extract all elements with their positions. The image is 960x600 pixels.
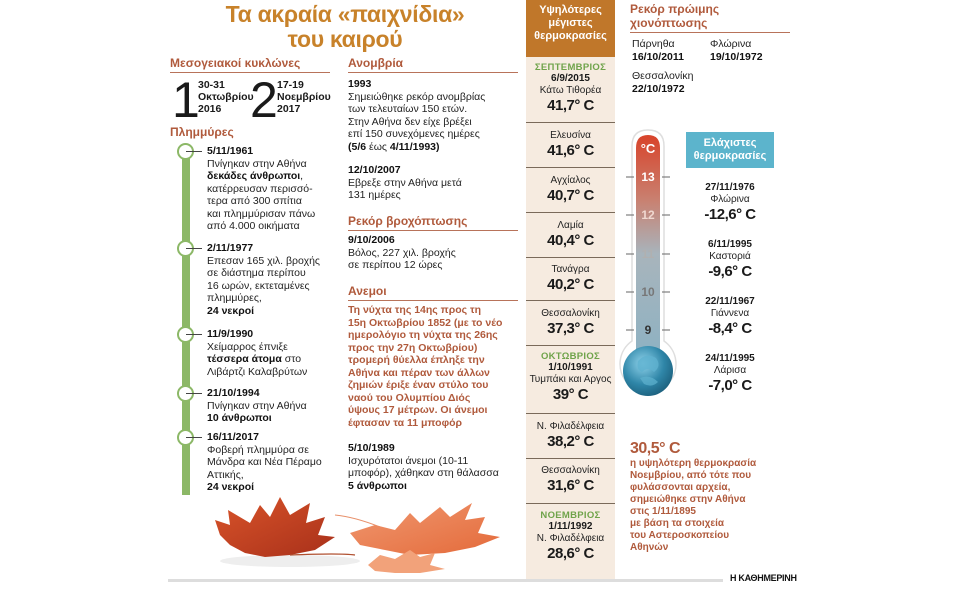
drought-text: έως: [366, 140, 390, 153]
highs-row: [526, 264, 615, 293]
note-line: με βάση τα στοιχεία: [630, 518, 725, 529]
flood-event-4: [207, 387, 332, 425]
record-place: Λαμία: [557, 220, 584, 231]
flood-event-3: [207, 328, 332, 378]
record-temp: 39° C: [552, 386, 589, 403]
month-label: ΣΕΠΤΕΜΒΡΙΟΣ: [534, 62, 607, 73]
flood-casualties: 24 νεκροί: [207, 481, 255, 493]
november-record-temp: 30,5° C: [630, 440, 681, 457]
record-date: 24/11/1995: [705, 353, 755, 364]
winds-heading: Ανεμοι: [348, 284, 518, 301]
winds-line: 15η Οκτωβρίου 1852 (με το νέο: [348, 316, 503, 329]
infographic-title: [165, 2, 525, 52]
flood-text: Λιβάρτζι Καλαβρύτων: [207, 365, 308, 378]
record-place: Γιάννενα: [710, 308, 750, 319]
flood-event-5: [207, 431, 337, 494]
thermometer-tick-11: 11: [641, 247, 655, 261]
flood-date: 2/11/1977: [207, 242, 254, 254]
winds-highlight-text: [348, 304, 526, 429]
timeline-tick: [186, 334, 202, 335]
snow-heading: [630, 2, 790, 33]
note-line: Αθηνών: [630, 542, 669, 553]
flood-text: πλημμύρες,: [207, 292, 262, 304]
drought-event-2: [348, 164, 523, 202]
highs-october-record: [526, 351, 615, 403]
flood-text: από 4.000 οικήματα: [207, 220, 300, 232]
record-temp: 40,7° C: [547, 187, 594, 204]
flood-text: και πλημμύρισαν πάνω: [207, 207, 316, 220]
winds-line: ναού του Ολυμπίου Διός: [348, 391, 471, 404]
record-temp: -8,4° C: [708, 320, 752, 337]
record-temp: 40,2° C: [547, 276, 594, 293]
flood-text: στο: [281, 353, 302, 365]
title-line-1: Τα ακραία «παιχνίδια»: [225, 1, 465, 27]
record-temp: 40,4° C: [547, 232, 594, 249]
lows-record: [686, 296, 774, 337]
record-date: 6/9/2015: [551, 73, 590, 84]
cyclone-2-year: 2017: [277, 103, 301, 115]
record-temp: 28,6° C: [547, 545, 594, 562]
drought-text: Στην Αθήνα δεν είχε βρέξει: [348, 115, 472, 128]
snow-place: Πάρνηθα: [632, 38, 675, 50]
flood-date: 11/9/1990: [207, 328, 254, 340]
rainfall-text: Βόλος, 227 χιλ. βροχής: [348, 246, 456, 259]
drought-date-start: 5/6: [351, 140, 367, 153]
highs-heading-line: θερμοκρασίες: [534, 30, 607, 42]
divider: [526, 413, 615, 414]
snow-place: Θεσσαλονίκη: [632, 70, 694, 82]
floods-heading: Πλημμύρες: [170, 125, 234, 139]
winds-line: ημερολόγιο τη νύχτα της 26ης: [348, 329, 498, 341]
record-place: Ν. Φιλαδέλφεια: [536, 421, 605, 432]
rainfall-event: [348, 234, 523, 272]
lows-record: [686, 353, 774, 394]
winds-event: [348, 442, 526, 492]
highs-row: [526, 308, 615, 337]
drought-event-1: [348, 78, 523, 153]
winds-line: τρομερή θύελλα έπληξε την: [348, 354, 485, 366]
cyclone-number-1: 1: [172, 72, 198, 128]
rainfall-text: σε περίπου 12 ώρες: [348, 259, 443, 271]
highs-row: [526, 465, 615, 494]
cyclone-1-month: Οκτωβρίου: [198, 91, 254, 103]
drought-date-end: 4/11/1993: [389, 140, 437, 153]
note-line: φυλάσσονται αρχεία,: [630, 482, 731, 493]
flood-text: ,: [300, 170, 304, 182]
lows-heading-line: Ελάχιστες: [703, 137, 757, 149]
flood-text: Φοβερή πλημμύρα σε: [207, 443, 309, 456]
highs-row: [526, 421, 615, 450]
snow-record: [632, 70, 693, 95]
timeline-tick: [186, 151, 202, 152]
record-place: Ελευσίνα: [550, 130, 591, 141]
record-date: 6/11/1995: [708, 239, 752, 250]
flood-casualties: τέσσερα άτομα: [207, 353, 282, 365]
record-temp: -7,0° C: [708, 377, 752, 394]
flood-text: Μάνδρα και Νέα Πέραμο: [207, 456, 322, 468]
divider: [526, 300, 615, 301]
cyclone-1-dates: [198, 79, 254, 115]
snow-date: 19/10/1972: [710, 50, 763, 63]
record-place: Τανάγρα: [551, 264, 590, 275]
timeline-tick: [186, 248, 202, 249]
lows-heading-line: θερμοκρασίες: [693, 150, 767, 162]
snow-place: Φλώρινα: [710, 38, 752, 50]
winds-line: Τη νύχτα της 14ης προς τη: [348, 304, 482, 316]
cyclone-number-2: 2: [250, 72, 276, 128]
record-place: Θεσσαλονίκη: [541, 308, 600, 319]
drought-date: 1993: [348, 78, 372, 90]
record-place: Φλώρινα: [710, 194, 750, 205]
record-temp: -9,6° C: [708, 263, 752, 280]
flood-event-1: [207, 145, 332, 233]
highs-heading-line: Υψηλότερες: [539, 4, 602, 16]
flood-text: Χείμαρρος έπνιξε: [207, 340, 288, 353]
snow-record: [710, 38, 763, 63]
highs-heading: [526, 0, 615, 57]
winds-casualties: 5 άνθρωποι: [348, 479, 407, 492]
note-line: σημειώθηκε στην Αθήνα: [630, 494, 746, 505]
record-place: Τυμπάκι και Αργος: [529, 374, 612, 385]
snow-heading-line: Ρεκόρ πρώιμης: [630, 2, 720, 16]
divider: [526, 167, 615, 168]
winds-line: έφτασαν τα 11 μποφόρ: [348, 416, 462, 429]
divider: [526, 345, 615, 346]
record-temp: 38,2° C: [547, 433, 594, 450]
cyclone-2-days: 17-19: [277, 79, 304, 91]
title-line-2: του καιρού: [287, 26, 403, 52]
winds-line: προς την 27η Οκτωβρίου): [348, 341, 478, 354]
flood-date: 21/10/1994: [207, 387, 260, 399]
cyclone-2-month: Νοεμβρίου: [277, 91, 331, 103]
thermometer-tick-9: 9: [644, 323, 652, 337]
lows-record: [686, 239, 774, 280]
drought-date: 12/10/2007: [348, 164, 401, 176]
record-date: 1/11/1992: [548, 521, 593, 532]
timeline-tick: [186, 437, 202, 438]
winds-date: 5/10/1989: [348, 442, 395, 454]
drought-text: (: [348, 140, 352, 153]
record-date: 22/11/1967: [705, 296, 755, 307]
thermometer-tick-12: 12: [641, 208, 655, 222]
flood-text: Αττικής,: [207, 468, 244, 481]
divider: [526, 212, 615, 213]
winds-line: ύψους 17 μέτρων. Οι άνεμοι: [348, 404, 488, 416]
flood-event-2: [207, 242, 332, 317]
publisher-logo: Η ΚΑΘΗΜΕΡΙΝΗ: [730, 573, 797, 583]
record-temp: 31,6° C: [547, 477, 594, 494]
snow-record: [632, 38, 684, 63]
highs-november-record: [526, 510, 615, 562]
drought-text: Σημειώθηκε ρεκόρ ανομβρίας: [348, 90, 486, 103]
flood-date: 16/11/2017: [207, 431, 259, 443]
divider: [526, 503, 615, 504]
thermometer-unit-label: °C: [640, 141, 656, 156]
divider: [526, 122, 615, 123]
highs-september-record: [526, 62, 615, 114]
snow-heading-line: χιονόπτωσης: [630, 16, 708, 30]
divider: [526, 257, 615, 258]
note-line: στις 1/11/1895: [630, 506, 696, 517]
record-temp: 41,6° C: [547, 142, 594, 159]
drought-text: των τελευταίων 150 ετών.: [348, 103, 468, 115]
record-place: Θεσσαλονίκη: [541, 465, 600, 476]
cyclones-list: [172, 72, 337, 128]
winds-line: Αθήνα και πέραν των άλλων: [348, 366, 490, 379]
footer-rule: [168, 579, 723, 582]
rainfall-date: 9/10/2006: [348, 234, 395, 246]
flood-casualties: 10 άνθρωποι: [207, 412, 272, 424]
highs-heading-line: μέγιστες: [548, 17, 593, 29]
cyclone-1-days: 30-31: [198, 79, 225, 91]
november-record-note: [630, 440, 800, 554]
lows-heading: [686, 132, 774, 168]
flood-text: 16 ωρών, εκτεταμένες: [207, 279, 310, 292]
flood-text: τερα από 300 σπίτια: [207, 195, 302, 207]
record-place: Καστοριά: [709, 251, 751, 262]
drought-text: επί 150 συνεχόμενες ημέρες: [348, 128, 480, 140]
record-place: Ν. Φιλαδέλφεια: [536, 533, 605, 544]
flood-text: Πνίγηκαν στην Αθήνα: [207, 399, 307, 412]
drought-text: ): [436, 140, 440, 153]
note-line: του Αστεροσκοπείου: [630, 530, 730, 541]
lows-record: [686, 182, 774, 223]
drought-text: 131 ημέρες: [348, 189, 401, 201]
drought-text: Εβρεξε στην Αθήνα μετά: [348, 176, 462, 189]
thermometer-graphic: [618, 126, 678, 411]
record-place: Λάρισα: [713, 365, 747, 376]
rainfall-heading: Ρεκόρ βροχόπτωσης: [348, 214, 518, 231]
flood-text: Πνίγηκαν στην Αθήνα: [207, 157, 307, 170]
highs-row: [526, 220, 615, 249]
cyclone-2-dates: [277, 79, 331, 115]
record-temp: -12,6° C: [704, 206, 756, 223]
cyclone-1-year: 2016: [198, 103, 222, 115]
snow-date: 16/10/2011: [632, 50, 684, 63]
flood-casualties: δεκάδες άνθρωποι: [207, 170, 301, 182]
winds-text: μποφόρ), χάθηκαν στη θάλασσα: [348, 467, 499, 479]
flood-casualties: 24 νεκροί: [207, 304, 255, 317]
timeline-tick: [186, 393, 202, 394]
cyclones-heading: Μεσογειακοί κυκλώνες: [170, 56, 330, 73]
drought-heading: Ανομβρία: [348, 56, 518, 73]
flood-text: κατέρρευσαν περισσό-: [207, 182, 313, 195]
note-line: η υψηλότερη θερμοκρασία: [630, 458, 757, 469]
month-label: ΟΚΤΩΒΡΙΟΣ: [540, 351, 601, 362]
flood-text: σε διάστημα περίπου: [207, 267, 306, 279]
winds-line: ζημιών έριξε έναν στύλο του: [348, 379, 489, 391]
autumn-leaves-image: [210, 495, 530, 575]
thermometer-tick-13: 13: [641, 170, 655, 184]
note-line: Νοεμβρίου, από τότε που: [630, 470, 752, 481]
record-temp: 37,3° C: [547, 320, 594, 337]
winds-text: Ισχυρότατοι άνεμοι (10-11: [348, 454, 469, 467]
record-date: 1/10/1991: [548, 362, 593, 373]
record-temp: 41,7° C: [547, 97, 594, 114]
divider: [526, 458, 615, 459]
record-place: Αγχίαλος: [550, 175, 591, 186]
record-place: Κάτω Τιθορέα: [539, 85, 602, 96]
flood-date: 5/11/1961: [207, 145, 254, 157]
thermometer-tick-10: 10: [641, 285, 655, 299]
month-label: ΝΟΕΜΒΡΙΟΣ: [540, 510, 601, 521]
highs-row: [526, 175, 615, 204]
record-date: 27/11/1976: [705, 182, 755, 193]
flood-text: Επεσαν 165 χιλ. βροχής: [207, 254, 320, 267]
highs-row: [526, 130, 615, 159]
snow-date: 22/10/1972: [632, 82, 685, 95]
